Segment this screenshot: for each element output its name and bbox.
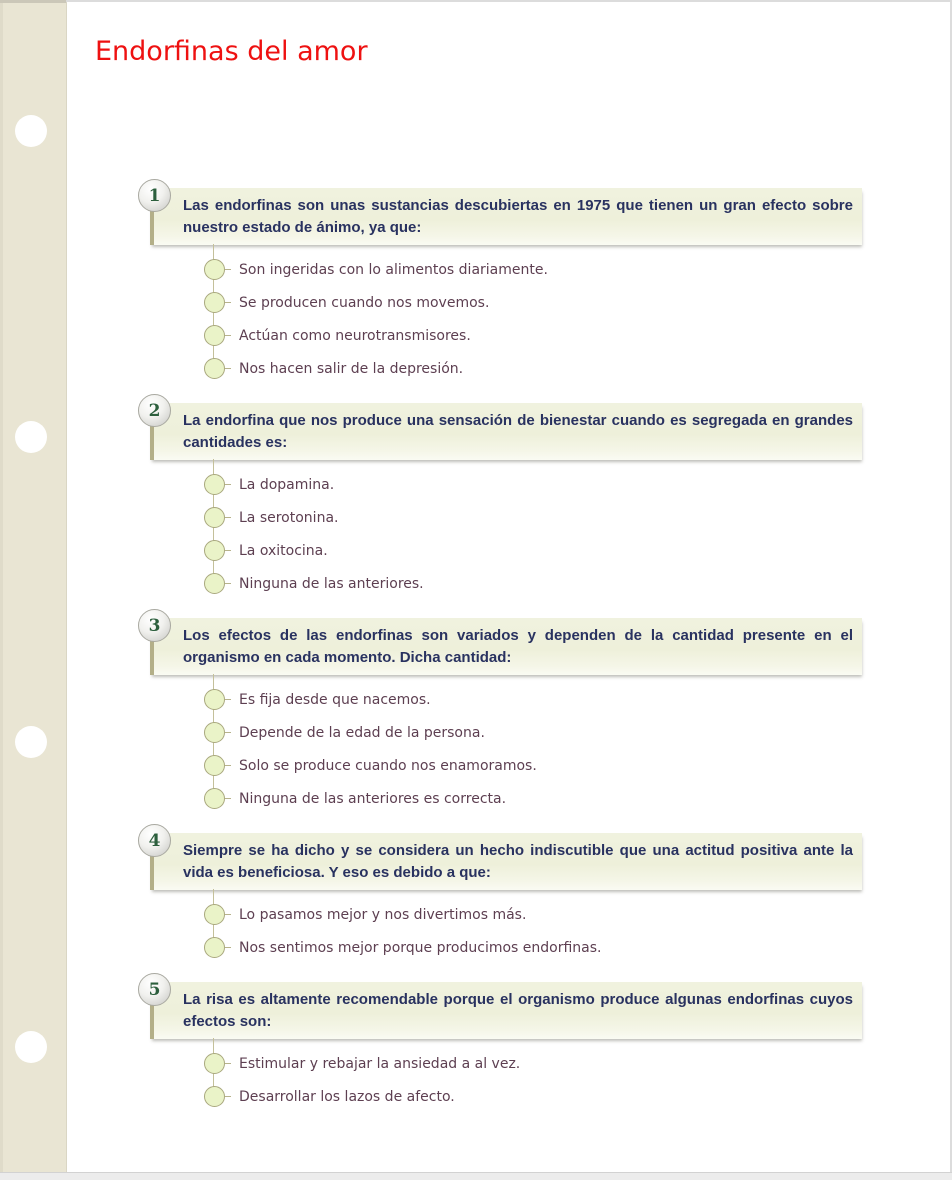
- option-label: La dopamina.: [239, 476, 335, 493]
- connector-tick: [225, 302, 231, 303]
- option-label: Solo se produce cuando nos enamoramos.: [239, 757, 537, 774]
- options-list: [204, 1039, 862, 1113]
- connector-tick: [225, 732, 231, 733]
- top-border: [0, 0, 66, 3]
- option-label: Ninguna de las anteriores.: [239, 575, 424, 592]
- option-label: La oxitocina.: [239, 542, 328, 559]
- connector-tick: [225, 1063, 231, 1064]
- option-row[interactable]: [204, 782, 862, 815]
- radio-icon[interactable]: [204, 325, 225, 346]
- option-row[interactable]: [204, 253, 862, 286]
- radio-icon[interactable]: [204, 1086, 225, 1107]
- radio-icon[interactable]: [204, 507, 225, 528]
- top-border: [66, 0, 952, 2]
- option-row[interactable]: [204, 286, 862, 319]
- question-block: [148, 979, 862, 1113]
- question-number-badge: 3: [138, 609, 171, 642]
- connector-tick: [225, 335, 231, 336]
- radio-icon[interactable]: [204, 540, 225, 561]
- question-text: La risa es altamente recomendable porque el organismo produce algunas endorfinas cuyos efectos son:: [183, 991, 853, 1030]
- question-text: La endorfina que nos produce una sensación de bienestar cuando es segregada en grandes cantidades es:: [183, 412, 853, 451]
- radio-icon[interactable]: [204, 358, 225, 379]
- connector-tick: [225, 947, 231, 948]
- option-row[interactable]: [204, 931, 862, 964]
- question-block: [148, 185, 862, 385]
- connector-tick: [225, 1096, 231, 1097]
- radio-icon[interactable]: [204, 904, 225, 925]
- question-number-badge: 2: [138, 394, 171, 427]
- connector-tick: [225, 269, 231, 270]
- option-label: Ninguna de las anteriores es correcta.: [239, 790, 507, 807]
- connector-tick: [225, 914, 231, 915]
- hole-punch: [15, 1031, 47, 1063]
- option-label: Desarrollar los lazos de afecto.: [239, 1088, 455, 1105]
- option-row[interactable]: [204, 1080, 862, 1113]
- connector-tick: [225, 368, 231, 369]
- question-number-badge: 5: [138, 973, 171, 1006]
- option-row[interactable]: [204, 716, 862, 749]
- option-label: Son ingeridas con lo alimentos diariamente.: [239, 261, 548, 278]
- option-row[interactable]: [204, 468, 862, 501]
- option-label: Nos hacen salir de la depresión.: [239, 360, 464, 377]
- option-label: Estimular y rebajar la ansiedad a al vez.: [239, 1055, 521, 1072]
- question-header: [148, 830, 862, 890]
- option-row[interactable]: [204, 567, 862, 600]
- connector-tick: [225, 517, 231, 518]
- bottom-edge-bar: [0, 1172, 952, 1180]
- radio-icon[interactable]: [204, 722, 225, 743]
- option-row[interactable]: [204, 683, 862, 716]
- connector-tick: [225, 583, 231, 584]
- question-header: [148, 185, 862, 245]
- option-row[interactable]: [204, 749, 862, 782]
- question-header: [148, 615, 862, 675]
- connector-tick: [225, 484, 231, 485]
- options-list: [204, 460, 862, 600]
- connector-tick: [225, 699, 231, 700]
- radio-icon[interactable]: [204, 788, 225, 809]
- question-header: [148, 400, 862, 460]
- option-label: Lo pasamos mejor y nos divertimos más.: [239, 906, 527, 923]
- hole-punch: [15, 115, 47, 147]
- question-block: [148, 400, 862, 600]
- options-list: [204, 245, 862, 385]
- question-block: [148, 615, 862, 815]
- question-text: Siempre se ha dicho y se considera un hecho indiscutible que una actitud positiva ante la vida es beneficiosa. Y eso es debido a que:: [183, 842, 853, 881]
- radio-icon[interactable]: [204, 259, 225, 280]
- question-text: Los efectos de las endorfinas son variados y dependen de la cantidad presente en el organismo en cada momento. Dicha cantidad:: [183, 627, 853, 666]
- radio-icon[interactable]: [204, 292, 225, 313]
- option-row[interactable]: [204, 1047, 862, 1080]
- hole-punch: [15, 726, 47, 758]
- options-list: [204, 890, 862, 964]
- option-label: La serotonina.: [239, 509, 339, 526]
- options-list: [204, 675, 862, 815]
- option-row[interactable]: [204, 352, 862, 385]
- option-row[interactable]: [204, 898, 862, 931]
- hole-punch: [15, 421, 47, 453]
- radio-icon[interactable]: [204, 937, 225, 958]
- question-header: [148, 979, 862, 1039]
- radio-icon[interactable]: [204, 474, 225, 495]
- option-label: Actúan como neurotransmisores.: [239, 327, 471, 344]
- option-row[interactable]: [204, 534, 862, 567]
- option-row[interactable]: [204, 501, 862, 534]
- question-number-badge: 4: [138, 824, 171, 857]
- option-label: Depende de la edad de la persona.: [239, 724, 485, 741]
- connector-tick: [225, 550, 231, 551]
- connector-tick: [225, 798, 231, 799]
- option-label: Es fija desde que nacemos.: [239, 691, 431, 708]
- radio-icon[interactable]: [204, 689, 225, 710]
- radio-icon[interactable]: [204, 755, 225, 776]
- option-label: Nos sentimos mejor porque producimos endorfinas.: [239, 939, 602, 956]
- page-title: Endorfinas del amor: [95, 36, 368, 67]
- question-text: Las endorfinas son unas sustancias descubiertas en 1975 que tienen un gran efecto sobre nuestro estado de ánimo, ya que:: [183, 197, 853, 236]
- question-number-badge: 1: [138, 179, 171, 212]
- option-label: Se producen cuando nos movemos.: [239, 294, 490, 311]
- option-row[interactable]: [204, 319, 862, 352]
- connector-tick: [225, 765, 231, 766]
- question-block: [148, 830, 862, 964]
- radio-icon[interactable]: [204, 573, 225, 594]
- question-list: [148, 185, 862, 1131]
- notebook-margin: [0, 0, 67, 1173]
- radio-icon[interactable]: [204, 1053, 225, 1074]
